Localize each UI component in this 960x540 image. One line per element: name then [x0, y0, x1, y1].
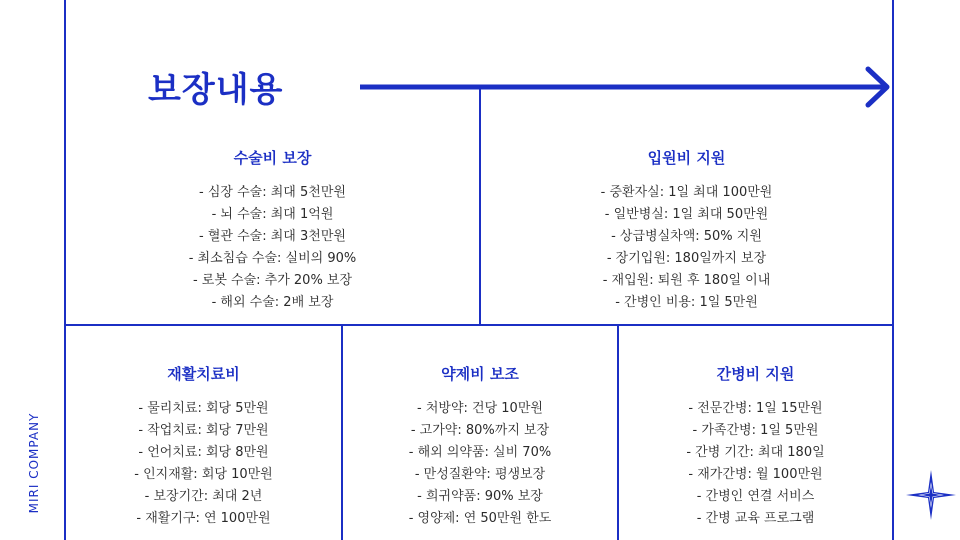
list-item: - 일반병실: 1일 최대 50만원: [604, 207, 769, 222]
brand-label: MIRI COMPANY: [27, 412, 41, 514]
list-item: - 간병 기간: 최대 180일: [686, 445, 825, 460]
list-item: - 상급병실차액: 50% 지원: [611, 229, 762, 244]
list-item: - 재입원: 퇴원 후 180일 이내: [602, 273, 771, 288]
list-item: - 영양제: 연 50만원 한도: [408, 511, 552, 526]
coverage-list: [66, 398, 341, 530]
section-surgery-coverage: [66, 148, 479, 314]
list-item: - 로봇 수술: 추가 20% 보장: [192, 273, 353, 288]
list-item: - 처방약: 건당 10만원: [417, 401, 543, 416]
list-item: - 재활기구: 연 100만원: [136, 511, 271, 526]
list-item: - 전문간병: 1일 15만원: [688, 401, 823, 416]
section-title: 간병비 지원: [716, 365, 795, 383]
coverage-list: [481, 182, 892, 314]
coverage-list: [619, 398, 892, 530]
list-item: - 물리치료: 회당 5만원: [138, 401, 269, 416]
arrow-right-icon: [358, 64, 894, 110]
list-item: - 언어치료: 회당 8만원: [138, 445, 269, 460]
list-item: - 인지재활: 회당 10만원: [134, 467, 273, 482]
list-item: - 뇌 수술: 최대 1억원: [211, 207, 334, 222]
list-item: - 가족간병: 1일 5만원: [692, 423, 819, 438]
list-item: - 최소침습 수술: 실비의 90%: [188, 251, 357, 266]
list-item: - 희귀약품: 90% 보장: [417, 489, 543, 504]
list-item: - 혈관 수술: 최대 3천만원: [199, 229, 346, 244]
list-item: - 간병인 비용: 1일 5만원: [615, 295, 758, 310]
list-item: - 만성질환약: 평생보장: [414, 467, 546, 482]
list-item: - 해외 의약품: 실비 70%: [408, 445, 552, 460]
section-hospitalization-support: [481, 148, 892, 314]
list-item: - 중환자실: 1일 최대 100만원: [600, 185, 773, 200]
grid-line-horizontal: [64, 324, 894, 326]
section-rehab-costs: [66, 364, 341, 530]
list-item: - 보장기간: 최대 2년: [144, 489, 263, 504]
coverage-list: [343, 398, 617, 530]
sparkle-star-icon: [904, 468, 958, 522]
list-item: - 심장 수술: 최대 5천만원: [199, 185, 346, 200]
section-caregiver-support: [619, 364, 892, 530]
list-item: - 장기입원: 180일까지 보장: [606, 251, 767, 266]
list-item: - 재가간병: 월 100만원: [688, 467, 823, 482]
list-item: - 간병 교육 프로그램: [696, 511, 815, 526]
section-title: 수술비 보장: [233, 149, 312, 167]
page-title: 보장내용: [148, 70, 284, 110]
section-title: 입원비 지원: [647, 149, 726, 167]
list-item: - 해외 수술: 2배 보장: [211, 295, 334, 310]
section-title: 약제비 보조: [441, 365, 519, 383]
list-item: - 고가약: 80%까지 보장: [410, 423, 550, 438]
coverage-list: [66, 182, 479, 314]
list-item: - 간병인 연결 서비스: [696, 489, 815, 504]
list-item: - 작업치료: 회당 7만원: [138, 423, 269, 438]
section-medication-support: [343, 364, 617, 530]
section-title: 재활치료비: [167, 365, 240, 383]
